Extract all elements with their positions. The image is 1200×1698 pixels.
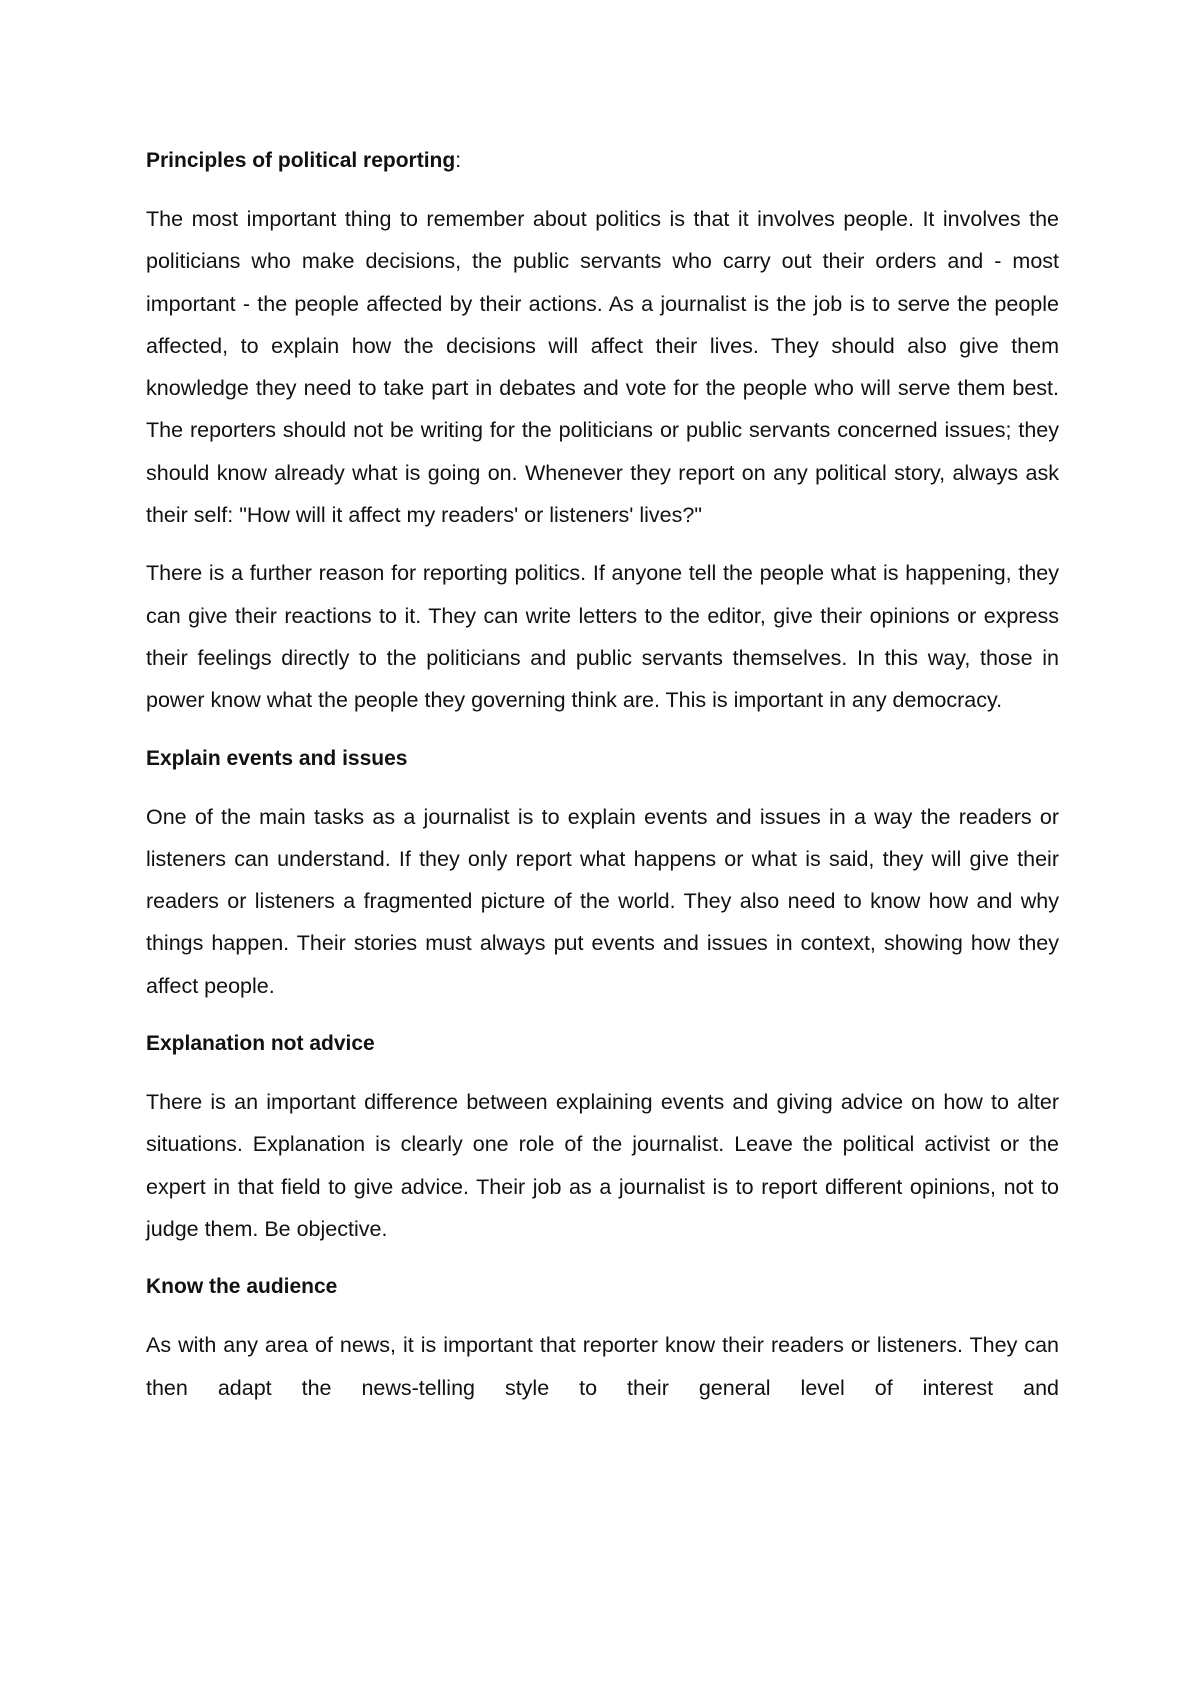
paragraph-know-audience: As with any area of news, it is important that reporter know their readers or listeners. They can then adapt the news-telling style to their general level of interest and (146, 1333, 1059, 1400)
section-heading-explanation-not-advice: Explanation not advice (146, 1032, 375, 1056)
section-heading-principles (146, 140, 1059, 182)
document-page (146, 140, 1059, 1425)
heading-colon: : (455, 149, 462, 172)
heading-text: Principles of political reporting (146, 149, 456, 172)
section-heading-explain-events: Explain events and issues (146, 746, 408, 770)
section-heading-know-audience: Know the audience (146, 1275, 338, 1299)
paragraph-explanation-not-advice: There is an important difference between explaining events and giving advice on how to alter situations. Explanation is clearly one role of the journalist. Leave the political activist or the expert in that field to give advice. Their job as a journalist is to report different opinions, not to judge them. Be objective. (146, 1090, 1059, 1241)
paragraph-explain-events: One of the main tasks as a journalist is to explain events and issues in a way the readers or listeners can understand. If they only report what happens or what is said, they will give their readers or listeners a fragmented picture of the world. They also need to know how and why things happen. Their stories must always put events and issues in context, showing how they affect people. (146, 804, 1059, 998)
paragraph-principles-1: The most important thing to remember about politics is that it involves people. It involves the politicians who make decisions, the public servants who carry out their orders and - most important - the people affected by their actions. As a journalist is the job is to serve the people affected, to explain how the decisions will affect their lives. They should also give them knowledge they need to take part in debates and vote for the people who will serve them best. The reporters should not be writing for the politicians or public servants concerned issues; they should know already what is going on. Whenever they report on any political story, always ask their self: "How will it affect my readers' or listeners' lives?" (146, 207, 1059, 528)
paragraph-principles-2: There is a further reason for reporting politics. If anyone tell the people what is happening, they can give their reactions to it. They can write letters to the editor, give their opinions or express their feelings directly to the politicians and public servants themselves. In this way, those in power know what the people they governing think are. This is important in any democracy. (146, 561, 1059, 713)
